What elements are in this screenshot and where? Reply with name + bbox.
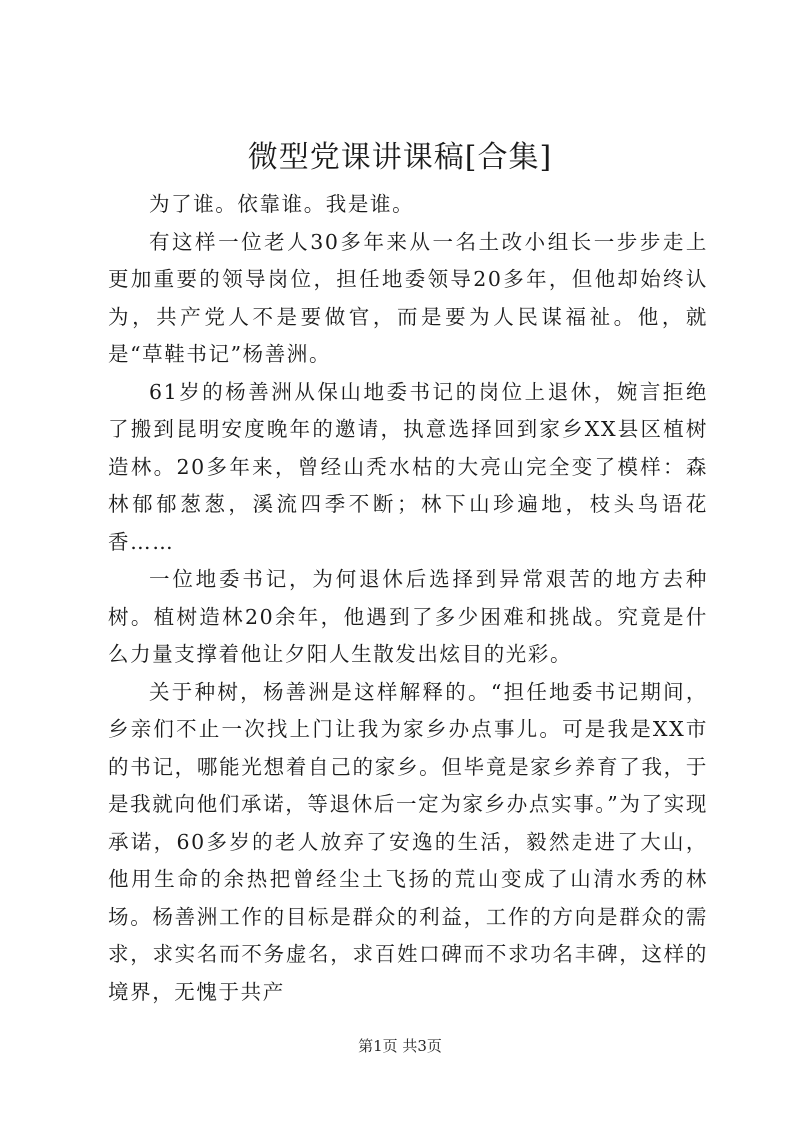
paragraph: 61岁的杨善洲从保山地委书记的岗位上退休，婉言拒绝了搬到昆明安度晚年的邀请，执意选择回到家乡XX县区植树造林。20多年来，曾经山秃水枯的大亮山完全变了模样：森林郁郁葱葱，溪流四季不断；林下山珍遍地，枝头鸟语花香…… bbox=[108, 379, 708, 554]
paragraph: 有这样一位老人30多年来从一名土改小组长一步步走上更加重要的领导岗位，担任地委领导20多年，但他却始终认为，共产党人不是要做官，而是要为人民谋福祉。他，就是“草鞋书记”杨善洲。 bbox=[108, 229, 708, 366]
document-title: 微型党课讲课稿[合集] bbox=[247, 140, 553, 175]
document-body bbox=[108, 186, 708, 1011]
page-number-footer: 第1页 共3页 bbox=[358, 1037, 442, 1055]
paragraph: 一位地委书记，为何退休后选择到异常艰苦的地方去种树。植树造林20余年，他遇到了多少困难和挑战。究竟是什么力量支撑着他让夕阳人生散发出炫目的光彩。 bbox=[108, 567, 708, 666]
paragraph: 关于种树，杨善洲是这样解释的。“担任地委书记期间，乡亲们不止一次找上门让我为家乡办点事儿。可是我是XX市的书记，哪能光想着自己的家乡。但毕竟是家乡养育了我，于是我就向他们承诺，等退休后一定为家乡办点实事。”为了实现承诺，60多岁的老人放弃了安逸的生活，毅然走进了大山，他用生命的余热把曾经尘土飞扬的荒山变成了山清水秀的林场。杨善洲工作的目标是群众的利益，工作的方向是群众的需求，求实名而不务虚名，求百姓口碑而不求功名丰碑，这样的境界，无愧于共产 bbox=[108, 679, 708, 1004]
paragraph: 为了谁。依靠谁。我是谁。 bbox=[149, 192, 415, 216]
